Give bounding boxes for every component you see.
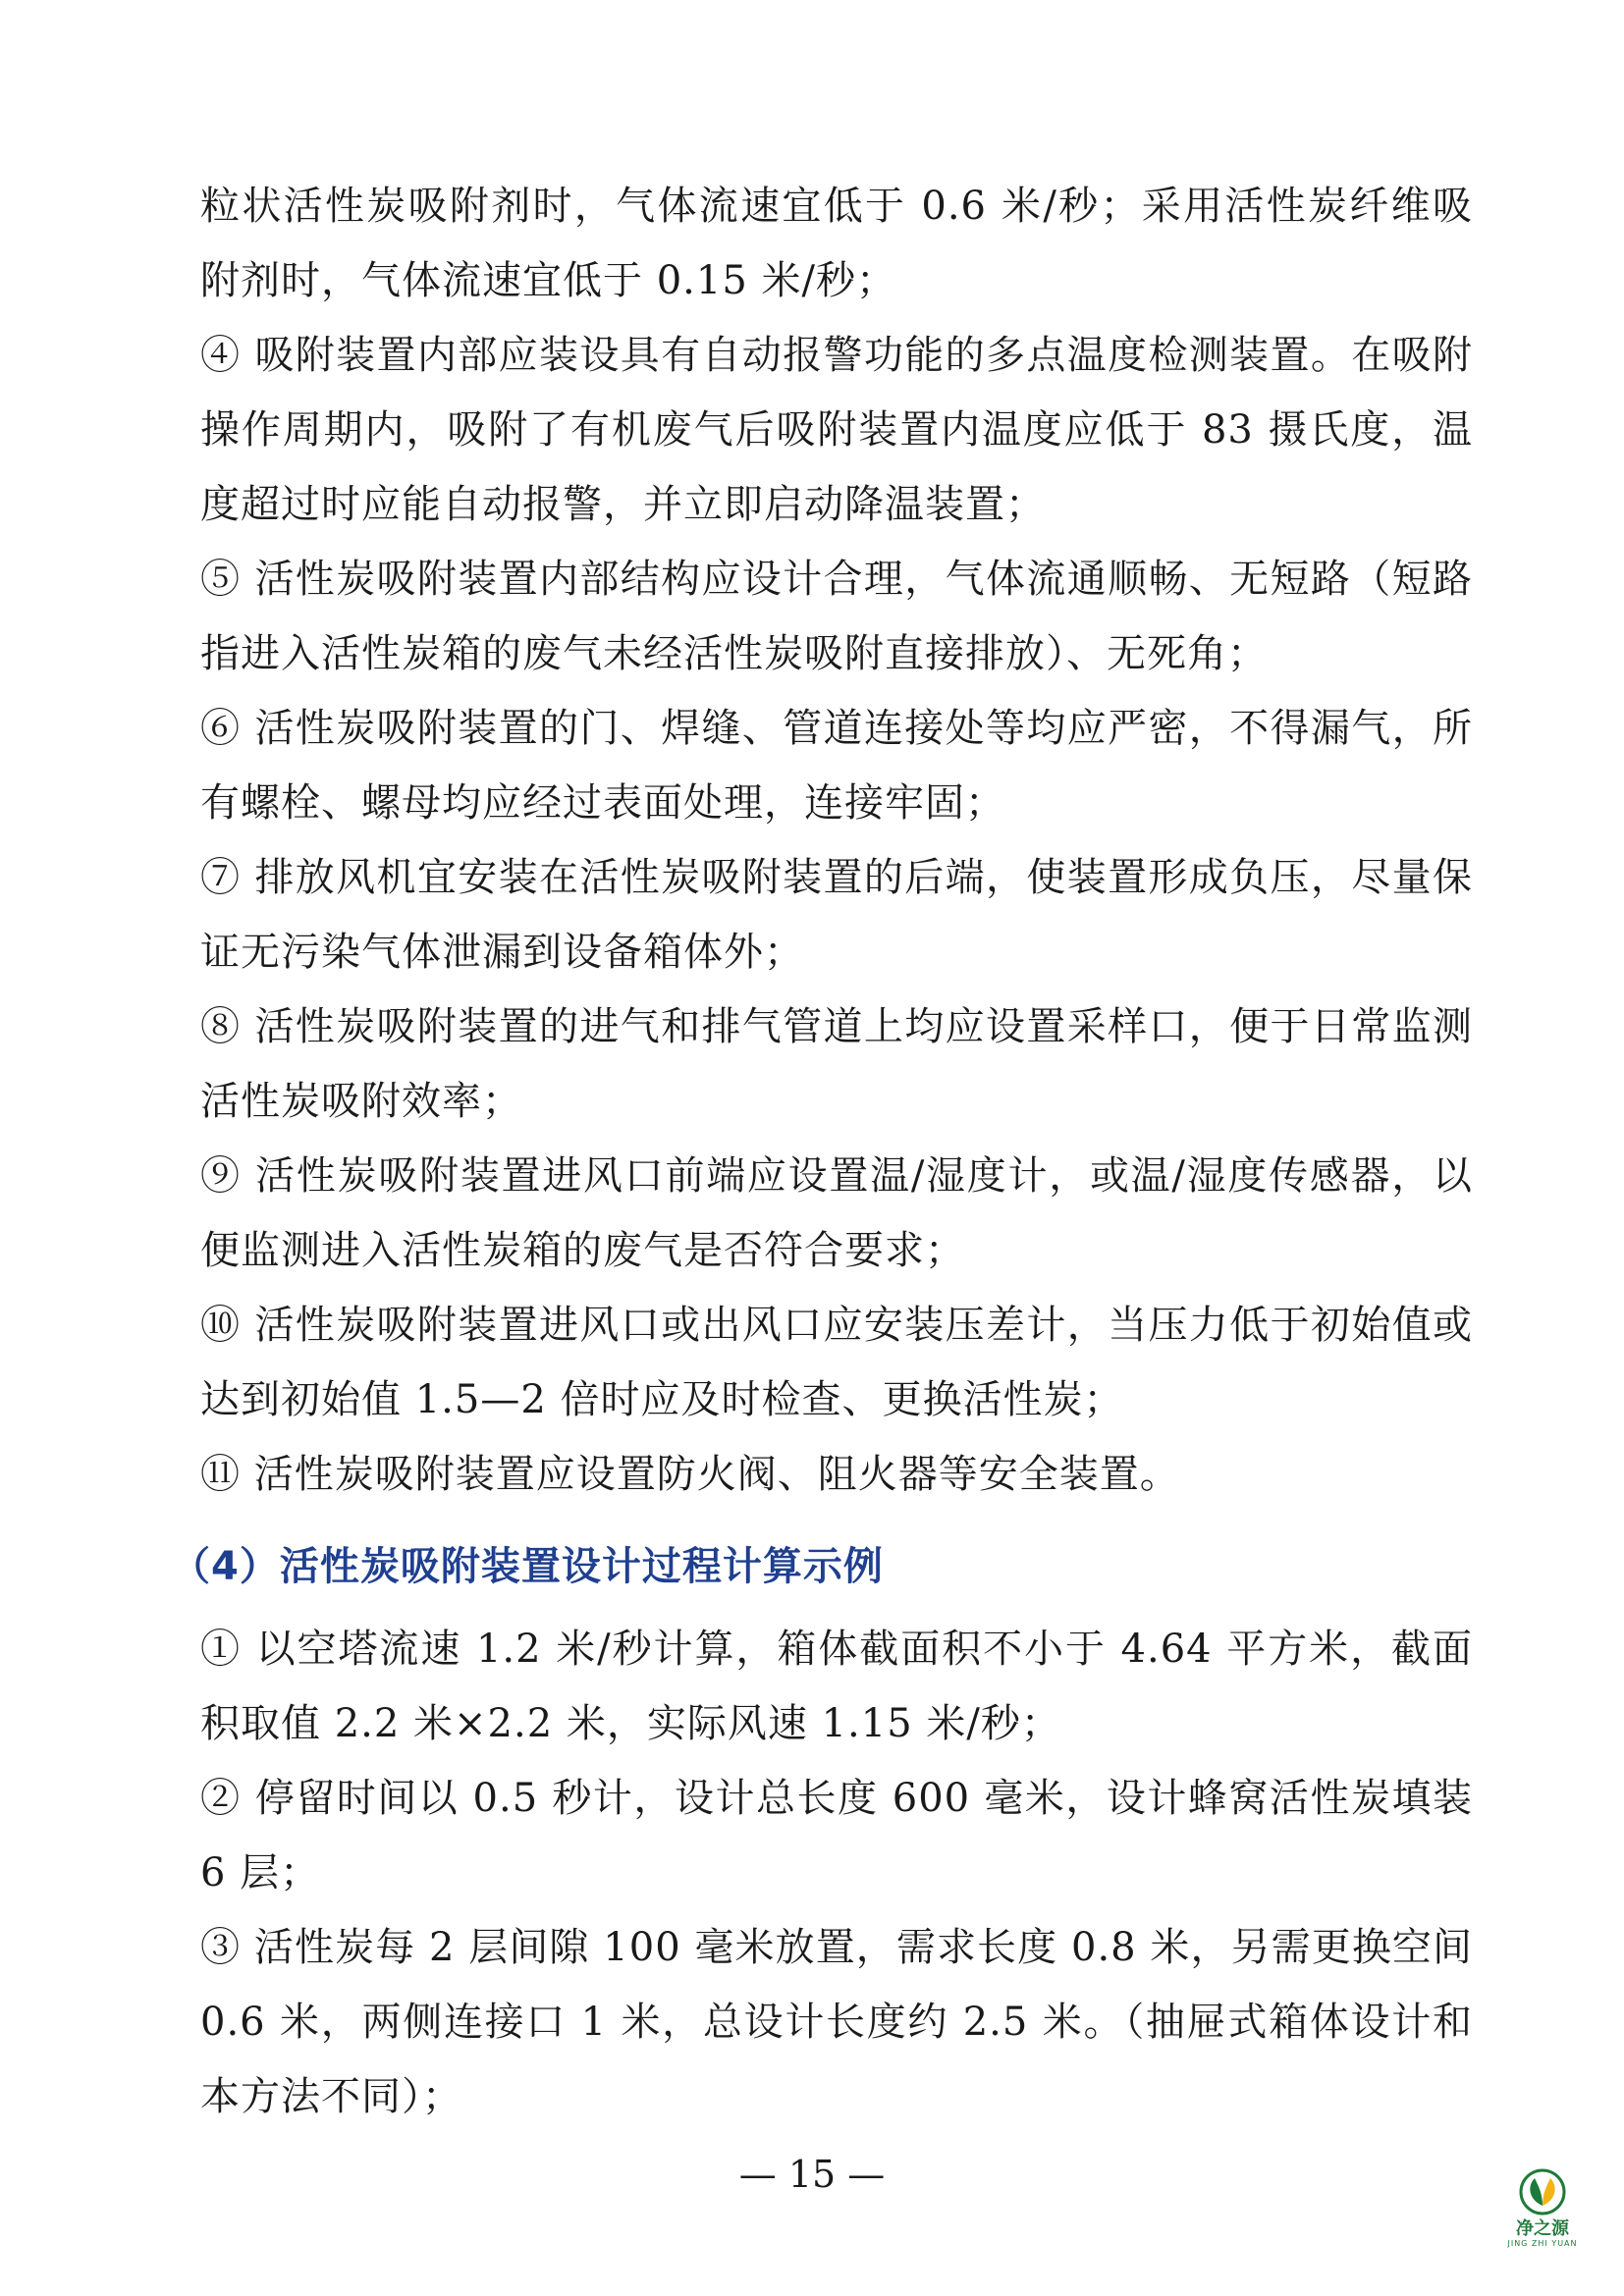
logo-name-cn: 净之源 (1516, 2218, 1569, 2239)
page-number: — 15 — (738, 2153, 886, 2196)
paragraph-item-7: ⑦ 排放风机宜安装在活性炭吸附装置的后端，使装置形成负压，尽量保证无污染气体泄漏到设备箱体外； (200, 855, 1473, 975)
section-heading: （4）活性炭吸附装置设计过程计算示例 (171, 1544, 884, 1589)
paragraph-calc-3: ③ 活性炭每 2 层间隙 100 毫米放置，需求长度 0.8 米，另需更换空间 0.6 米，两侧连接口 1 米，总设计长度约 2.5 米。（抽屉式箱体设计和本方法不同）； (200, 1925, 1473, 2119)
paragraph-item-4: ④ 吸附装置内部应装设具有自动报警功能的多点温度检测装置。在吸附操作周期内，吸附了有机废气后吸附装置内温度应低于 83 摄氏度，温度超过时应能自动报警，并立即启动降温装置； (200, 333, 1473, 527)
paragraph-adsorbent-flow-rate: 粒状活性炭吸附剂时，气体流速宜低于 0.6 米/秒；采用活性炭纤维吸附剂时，气体流速宜低于 0.15 米/秒； (200, 184, 1473, 303)
leaf-logo-icon (1517, 2166, 1568, 2217)
paragraph-calc-2: ② 停留时间以 0.5 秒计，设计总长度 600 毫米，设计蜂窝活性炭填装 6 层； (200, 1776, 1473, 1896)
paragraph-item-8: ⑧ 活性炭吸附装置的进气和排气管道上均应设置采样口，便于日常监测活性炭吸附效率； (200, 1004, 1473, 1124)
logo-name-en: JING ZHI YUAN (1507, 2239, 1578, 2248)
paragraph-item-6: ⑥ 活性炭吸附装置的门、焊缝、管道连接处等均应严密，不得漏气，所有螺栓、螺母均应经过表面处理，连接牢固； (200, 706, 1473, 826)
brand-logo (1489, 2166, 1597, 2274)
paragraph-calc-1: ① 以空塔流速 1.2 米/秒计算，箱体截面积不小于 4.64 平方米，截面积取值 2.2 米×2.2 米，实际风速 1.15 米/秒； (200, 1627, 1473, 1746)
paragraph-item-5: ⑤ 活性炭吸附装置内部结构应设计合理，气体流通顺畅、无短路（短路指进入活性炭箱的废气未经活性炭吸附直接排放）、无死角； (200, 557, 1473, 676)
page-body (171, 169, 1473, 2134)
paragraph-item-9: ⑨ 活性炭吸附装置进风口前端应设置温/湿度计，或温/湿度传感器，以便监测进入活性炭箱的废气是否符合要求； (200, 1153, 1473, 1273)
paragraph-item-10: ⑩ 活性炭吸附装置进风口或出风口应安装压差计，当压力低于初始值或达到初始值 1.5—2 倍时应及时检查、更换活性炭； (200, 1303, 1473, 1422)
paragraph-item-11: ⑪ 活性炭吸附装置应设置防火阀、阻火器等安全装置。 (200, 1452, 1180, 1497)
